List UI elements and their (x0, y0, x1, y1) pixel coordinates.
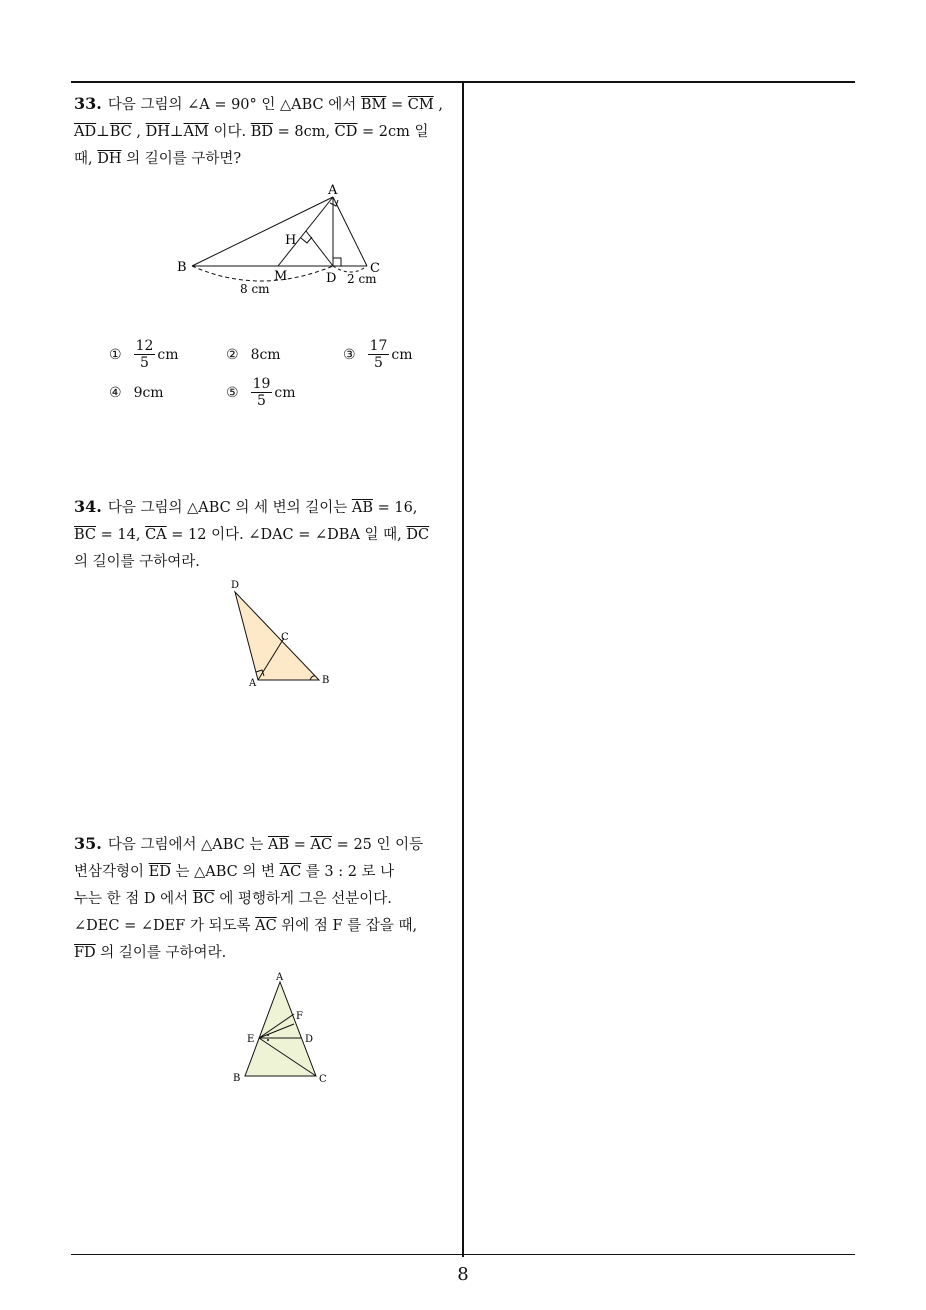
figure-34-triangles (222, 576, 342, 692)
label-B: B (322, 675, 330, 686)
label-H: H (285, 233, 297, 248)
label-D: D (305, 1034, 314, 1045)
label-A: A (328, 183, 338, 198)
label-A: A (276, 972, 284, 983)
label-bd-length: 8 cm (240, 282, 270, 296)
label-D: D (326, 271, 337, 286)
figure-35-isosceles-triangle (230, 968, 340, 1088)
choice-1[interactable]: ① $\frac{12}{5}$ cm (109, 338, 179, 371)
label-F: F (296, 1011, 303, 1022)
question-number: 33. (74, 94, 102, 113)
choice-2[interactable]: ② 8cm (226, 347, 281, 363)
fraction: $\frac{17}{5}$ (369, 338, 388, 371)
label-C: C (319, 1074, 327, 1085)
question-34: 34. 다음 그림의 △ABC 의 세 변의 길이는 $\overline{AB} = 16$, $\overline{BC} = 14$, $\overline{CA} = 12$ 이다. ∠DAC = ∠DBA 일 때, $\overline{DC}$ 의 길이를 구하여라. (74, 497, 430, 570)
page-number: 8 (457, 1264, 469, 1285)
choice-3[interactable]: ③ $\frac{17}{5}$ cm (343, 338, 413, 371)
choice-4[interactable]: ④ 9cm (109, 385, 164, 401)
question-number: 34. (74, 497, 102, 516)
label-M: M (274, 269, 288, 284)
label-B: B (233, 1073, 241, 1084)
choice-5[interactable]: ⑤ $\frac{19}{5}$ cm (226, 376, 296, 409)
fraction: $\frac{12}{5}$ (135, 338, 154, 371)
label-B: B (177, 260, 187, 275)
label-dc-length: 2 cm (347, 272, 377, 286)
question-33: 33. 다음 그림의 ∠A = 90° 인 △ABC 에서 $\overline{BM} = \overline{CM}$ , $\overline{AD}\perp\overline{BC}$ , $\overline{DH}\perp\overline{AM}$ 이다. $\overline{BD} = 8cm$, $\overline{CD} = 2cm$ 일 때, $\overline{DH}$ 의 길이를 구하면? (74, 94, 443, 167)
fraction: $\frac{19}{5}$ (252, 376, 271, 409)
label-D: D (231, 580, 240, 591)
label-C: C (281, 632, 289, 643)
question-35: 35. 다음 그림에서 △ABC 는 $\overline{AB} = \overline{AC} = 25$ 인 이등 변삼각형이 $\overline{ED}$ 는 △ABC 의 변 $\overline{AC}$ 를 3 : 2 로 나 누는 한 점 D 에서 $\overline{BC}$ 에 평행하게 그은 선분이다. ∠DEC = ∠DEF 가 되도록 $\overline{AC}$ 위에 점 F 를 잡을 때, $\overline{FD}$ 의 길이를 구하여라. (74, 834, 424, 961)
label-E: E (247, 1034, 255, 1045)
label-C: C (370, 261, 380, 276)
column-divider (462, 81, 464, 1257)
figure-33-right-triangle (170, 178, 400, 300)
question-number: 35. (74, 834, 102, 853)
label-A: A (249, 678, 257, 689)
